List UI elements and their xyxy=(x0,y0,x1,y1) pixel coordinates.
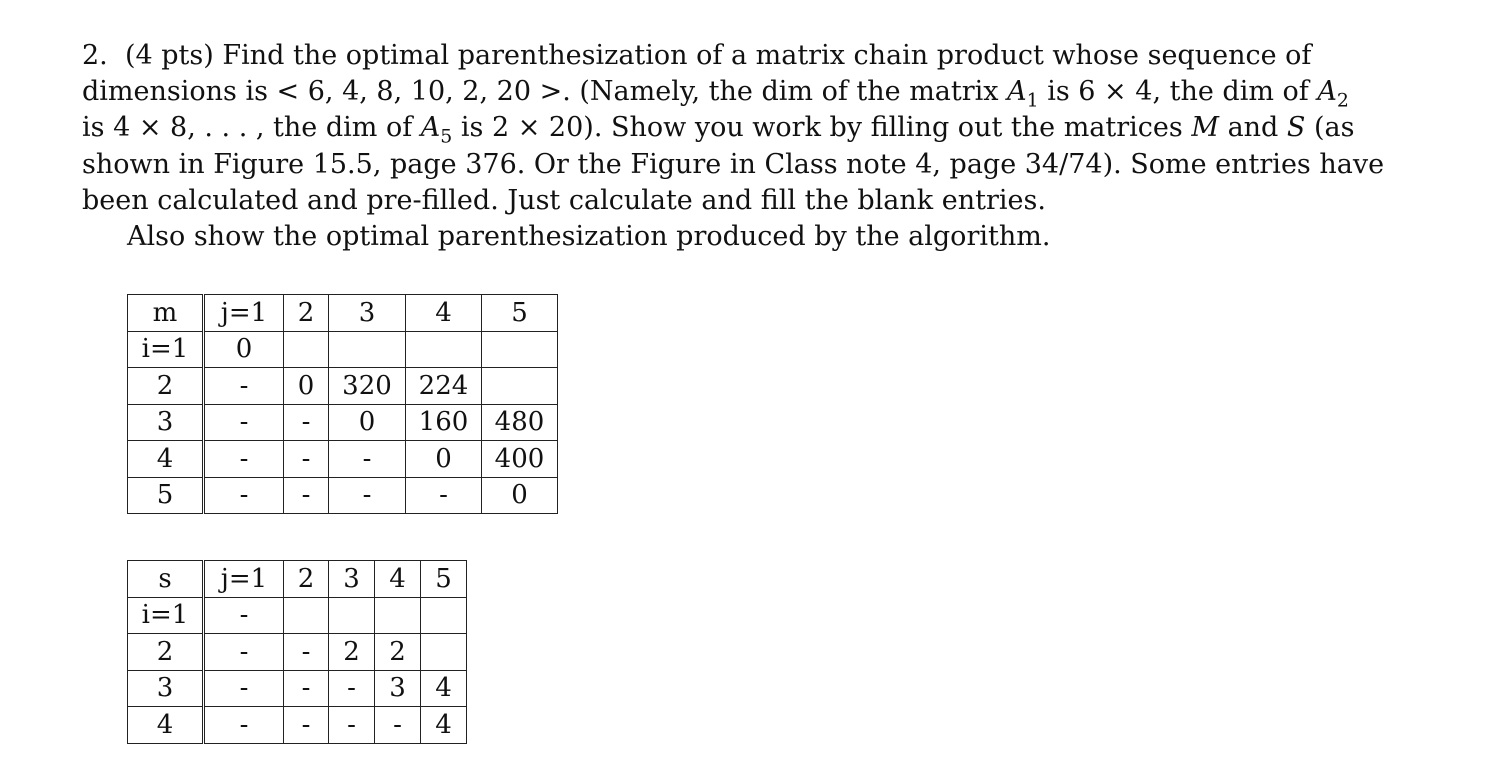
problem-text: is 2 × 20). Show you work by filling out the matrices xyxy=(452,112,1192,144)
problem-text: Also show the optimal parenthesization produced by the algorithm. xyxy=(127,221,1051,253)
blank-entry-cell xyxy=(421,597,467,634)
row-header: 2 xyxy=(128,634,204,671)
blank-entry-cell xyxy=(329,331,406,368)
problem-text: and xyxy=(1218,112,1287,144)
s-matrix-table xyxy=(127,560,467,744)
table-row xyxy=(128,441,558,478)
table-row xyxy=(128,477,558,514)
column-header: j=1 xyxy=(204,561,284,598)
table-cell: - xyxy=(329,707,375,744)
problem-line-3 xyxy=(82,110,1355,148)
table-cell: 0 xyxy=(482,477,558,514)
table-cell: 4 xyxy=(421,670,467,707)
table-row xyxy=(128,368,558,405)
table-cell: - xyxy=(284,477,329,514)
table-row xyxy=(128,707,467,744)
problem-text: shown in Figure 15.5, page 376. Or the Figure in Class note 4, page 34/74). Some entries have xyxy=(82,148,1385,180)
column-header: 5 xyxy=(482,295,558,332)
table-cell: - xyxy=(284,404,329,441)
table-cell: 4 xyxy=(421,707,467,744)
blank-entry-cell xyxy=(284,331,329,368)
table-row xyxy=(128,670,467,707)
row-header: i=1 xyxy=(128,331,204,368)
problem-number: 2. xyxy=(82,40,108,71)
table-cell: - xyxy=(284,670,329,707)
row-header: 4 xyxy=(128,707,204,744)
m-matrix-table xyxy=(127,294,558,514)
table-cell: 400 xyxy=(482,441,558,478)
table-cell: 3 xyxy=(375,670,421,707)
table-cell: - xyxy=(329,441,406,478)
problem-line-4 xyxy=(82,147,1385,183)
table-cell: - xyxy=(204,634,284,671)
table-cell: 320 xyxy=(329,368,406,405)
column-header: 2 xyxy=(284,561,329,598)
row-header: 4 xyxy=(128,441,204,478)
row-header: 2 xyxy=(128,368,204,405)
blank-entry-cell xyxy=(482,331,558,368)
column-header: 4 xyxy=(375,561,421,598)
column-header: 4 xyxy=(406,295,482,332)
table-cell: - xyxy=(204,477,284,514)
table-cell: - xyxy=(204,368,284,405)
column-header: 2 xyxy=(284,295,329,332)
matrix-symbol: M xyxy=(1191,112,1219,144)
table-cell: 480 xyxy=(482,404,558,441)
table-cell: - xyxy=(406,477,482,514)
table-cell: - xyxy=(284,707,329,744)
table-cell: 2 xyxy=(329,634,375,671)
table-cell: - xyxy=(329,670,375,707)
row-header: 5 xyxy=(128,477,204,514)
blank-entry-cell xyxy=(482,368,558,405)
table-corner-label: s xyxy=(128,561,204,598)
table-cell: - xyxy=(284,634,329,671)
blank-entry-cell xyxy=(421,634,467,671)
m-table-body xyxy=(128,295,558,514)
matrix-symbol: S xyxy=(1286,112,1306,144)
table-cell: - xyxy=(284,441,329,478)
row-header: 3 xyxy=(128,404,204,441)
matrix-symbol: A xyxy=(1007,76,1027,108)
table-corner-label: m xyxy=(128,295,204,332)
table-row xyxy=(128,634,467,671)
matrix-subscript: 5 xyxy=(440,125,453,148)
problem-points: (4 pts) xyxy=(124,40,214,71)
problem-line-6 xyxy=(82,219,1297,255)
problem-line-5 xyxy=(82,183,1297,219)
blank-entry-cell xyxy=(375,597,421,634)
m-table-header-row xyxy=(128,295,558,332)
s-table-header-row xyxy=(128,561,467,598)
table-cell: 160 xyxy=(406,404,482,441)
problem-text: dimensions is < 6, 4, 8, 10, 2, 20 >. (Namely, the dim of the matrix xyxy=(82,76,1008,108)
matrix-subscript: 1 xyxy=(1026,89,1039,112)
problem-text: Find the optimal parenthesization of a matrix chain product whose sequence of xyxy=(222,40,1312,71)
s-table-body xyxy=(128,561,467,744)
problem-text: (as xyxy=(1305,112,1355,144)
table-cell: 2 xyxy=(375,634,421,671)
matrix-symbol: A xyxy=(1317,76,1337,108)
matrix-symbol: A xyxy=(420,112,441,144)
column-header: 3 xyxy=(329,561,375,598)
problem-statement xyxy=(82,38,1385,255)
column-header: j=1 xyxy=(204,295,284,332)
problem-line-1 xyxy=(82,38,1312,74)
table-cell: - xyxy=(204,670,284,707)
table-cell: - xyxy=(375,707,421,744)
blank-entry-cell xyxy=(329,597,375,634)
table-row xyxy=(128,597,467,634)
table-row xyxy=(128,331,558,368)
table-cell: - xyxy=(204,404,284,441)
matrix-subscript: 2 xyxy=(1336,89,1349,112)
table-cell: - xyxy=(204,597,284,634)
blank-entry-cell xyxy=(284,597,329,634)
problem-text: is 4 × 8, . . . , the dim of xyxy=(82,112,421,144)
column-header: 3 xyxy=(329,295,406,332)
table-cell: 0 xyxy=(329,404,406,441)
table-cell: - xyxy=(204,707,284,744)
problem-text: been calculated and pre-filled. Just calculate and fill the blank entries. xyxy=(82,184,1046,216)
blank-entry-cell xyxy=(406,331,482,368)
row-header: 3 xyxy=(128,670,204,707)
table-cell: - xyxy=(329,477,406,514)
problem-text: is 6 × 4, the dim of xyxy=(1038,76,1318,108)
table-cell: 0 xyxy=(406,441,482,478)
table-cell: 224 xyxy=(406,368,482,405)
table-cell: 0 xyxy=(284,368,329,405)
column-header: 5 xyxy=(421,561,467,598)
table-row xyxy=(128,404,558,441)
table-cell: - xyxy=(204,441,284,478)
table-cell: 0 xyxy=(204,331,284,368)
row-header: i=1 xyxy=(128,597,204,634)
problem-line-2 xyxy=(82,74,1349,112)
